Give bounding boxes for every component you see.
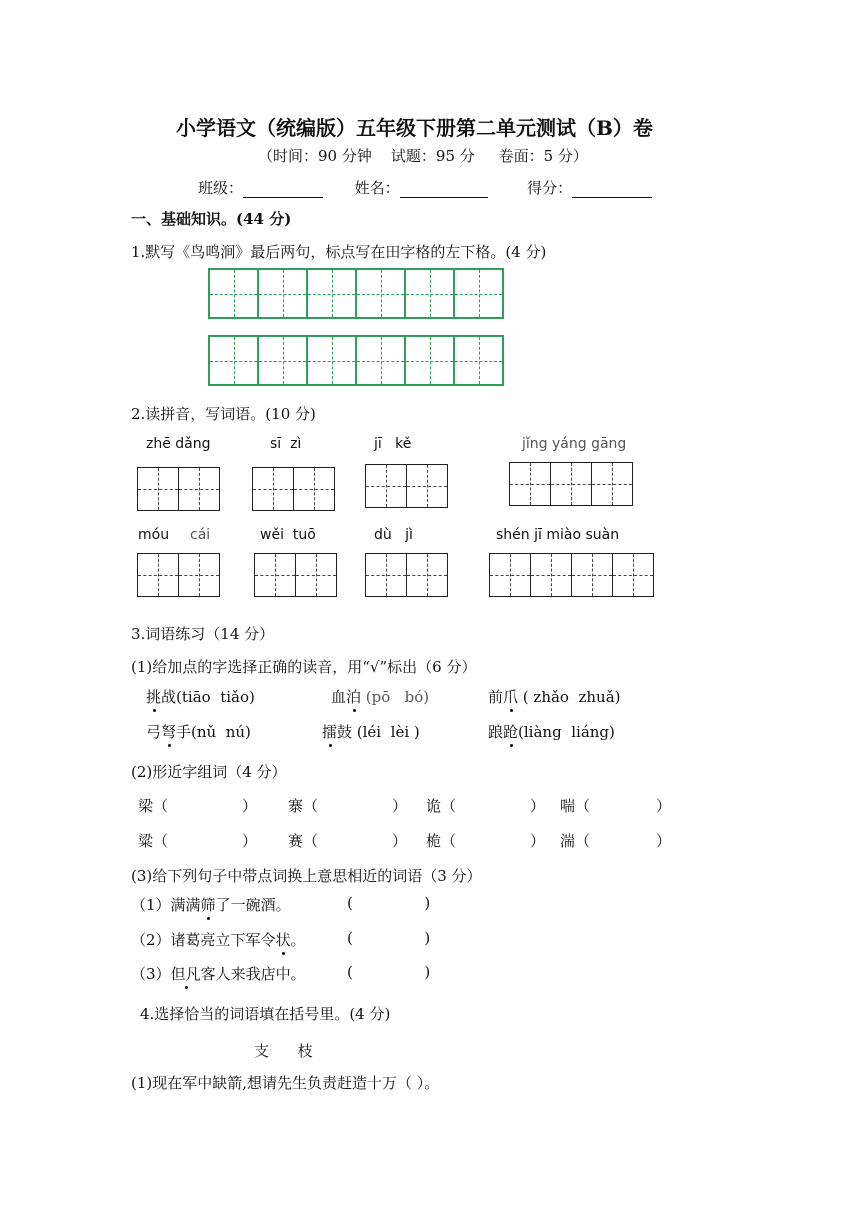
answer-paren[interactable]: ( )	[347, 963, 431, 981]
tianzige-cell[interactable]	[210, 270, 259, 317]
tianzige-cell[interactable]	[210, 337, 259, 384]
page-title: 小学语文（统编版）五年级下册第二单元测试（B）卷	[176, 116, 653, 140]
tianzige-row-2[interactable]	[208, 335, 504, 386]
write-box[interactable]	[252, 467, 335, 511]
question-3-3: (3)给下列句子中带点词换上意思相近的词语（3 分）	[131, 867, 482, 885]
tianzige-cell[interactable]	[259, 270, 308, 317]
write-cell[interactable]	[490, 554, 531, 596]
similar-char-item: 寨（ ）	[288, 797, 408, 815]
tianzige-cell[interactable]	[455, 337, 502, 384]
exam-meta: （时间：90 分钟 试题：95 分 卷面：5 分）	[258, 147, 588, 165]
pinyin-label: móu	[138, 527, 170, 543]
tianzige-cell[interactable]	[455, 270, 502, 317]
write-cell[interactable]	[138, 554, 179, 596]
question-1: 1.默写《鸟鸣涧》最后两句，标点写在田字格的左下格。(4 分)	[131, 243, 547, 261]
similar-char-item: 喘（ ）	[560, 797, 672, 815]
write-box[interactable]	[254, 553, 337, 597]
write-cell[interactable]	[407, 554, 447, 596]
question-4: 4.选择恰当的词语填在括号里。(4 分)	[140, 1005, 391, 1023]
question-4-1: (1)现在军中缺箭,想请先生负责赶造十万（ ）。	[131, 1074, 440, 1092]
write-box[interactable]	[509, 462, 633, 506]
pinyin-label: shén jī miào suàn	[496, 527, 620, 543]
write-cell[interactable]	[179, 554, 219, 596]
reading-item: 血泊 (pō bó)	[331, 688, 430, 706]
write-cell[interactable]	[366, 554, 407, 596]
tianzige-cell[interactable]	[357, 270, 406, 317]
class-label: 班级：	[198, 179, 244, 197]
write-cell[interactable]	[366, 465, 407, 507]
reading-item: 擂鼓 (léi lèi )	[322, 723, 420, 741]
question-2: 2.读拼音，写词语。(10 分)	[131, 405, 316, 423]
tianzige-cell[interactable]	[308, 337, 357, 384]
write-cell[interactable]	[531, 554, 572, 596]
tianzige-cell[interactable]	[406, 337, 455, 384]
similar-char-item: 赛（ ）	[288, 832, 408, 850]
write-cell[interactable]	[572, 554, 613, 596]
write-cell[interactable]	[138, 468, 179, 510]
pinyin-label: cái	[190, 527, 211, 543]
question-3-2: (2)形近字组词（4 分）	[131, 763, 287, 781]
pinyin-label: zhē dǎng	[146, 436, 211, 452]
write-cell[interactable]	[407, 465, 447, 507]
pinyin-label: sī zì	[270, 436, 302, 452]
write-cell[interactable]	[253, 468, 294, 510]
pinyin-label: jī kě	[374, 436, 412, 452]
score-label: 得分：	[527, 179, 573, 197]
reading-item: 踉跄(liàng liáng)	[488, 723, 615, 741]
write-box[interactable]	[489, 553, 654, 597]
pinyin-label: dù jì	[374, 527, 413, 543]
write-cell[interactable]	[551, 463, 592, 505]
write-cell[interactable]	[255, 554, 296, 596]
name-label: 姓名：	[354, 179, 400, 197]
pinyin-label: wěi tuō	[260, 527, 316, 543]
write-box[interactable]	[365, 464, 448, 508]
score-field[interactable]	[572, 181, 652, 198]
write-cell[interactable]	[613, 554, 653, 596]
question-3-1: (1)给加点的字选择正确的读音，用“√”标出（6 分）	[131, 658, 477, 676]
similar-char-item: 粱（ ）	[138, 832, 258, 850]
write-cell[interactable]	[294, 468, 334, 510]
tianzige-cell[interactable]	[406, 270, 455, 317]
similar-char-item: 诡（ ）	[426, 797, 546, 815]
write-box[interactable]	[365, 553, 448, 597]
answer-paren[interactable]: ( )	[347, 894, 431, 912]
word-options: 支 枝	[254, 1042, 313, 1060]
sentence-item: （1）满满筛了一碗酒。	[131, 896, 291, 914]
question-3: 3.词语练习（14 分）	[131, 625, 275, 643]
info-line	[198, 177, 652, 198]
similar-char-item: 湍（ ）	[560, 832, 672, 850]
tianzige-cell[interactable]	[308, 270, 357, 317]
tianzige-cell[interactable]	[357, 337, 406, 384]
pinyin-label: jǐng yáng gāng	[522, 436, 627, 452]
write-box[interactable]	[137, 467, 220, 511]
reading-item: 弓弩手(nǔ nú)	[146, 723, 251, 741]
write-cell[interactable]	[592, 463, 632, 505]
answer-paren[interactable]: ( )	[347, 929, 431, 947]
name-field[interactable]	[400, 181, 488, 198]
reading-item: 挑战(tiāo tiǎo)	[146, 688, 255, 706]
class-field[interactable]	[243, 181, 323, 198]
write-box[interactable]	[137, 553, 220, 597]
write-cell[interactable]	[179, 468, 219, 510]
similar-char-item: 桅（ ）	[426, 832, 546, 850]
tianzige-row-1[interactable]	[208, 268, 504, 319]
tianzige-cell[interactable]	[259, 337, 308, 384]
write-cell[interactable]	[510, 463, 551, 505]
similar-char-item: 梁（ ）	[138, 797, 258, 815]
sentence-item: （3）但凡客人来我店中。	[131, 965, 306, 983]
write-cell[interactable]	[296, 554, 336, 596]
reading-item: 前爪 ( zhǎo zhuǎ)	[488, 688, 621, 706]
sentence-item: （2）诸葛亮立下军令状。	[131, 931, 306, 949]
section-heading: 一、基础知识。(44 分)	[131, 210, 292, 228]
